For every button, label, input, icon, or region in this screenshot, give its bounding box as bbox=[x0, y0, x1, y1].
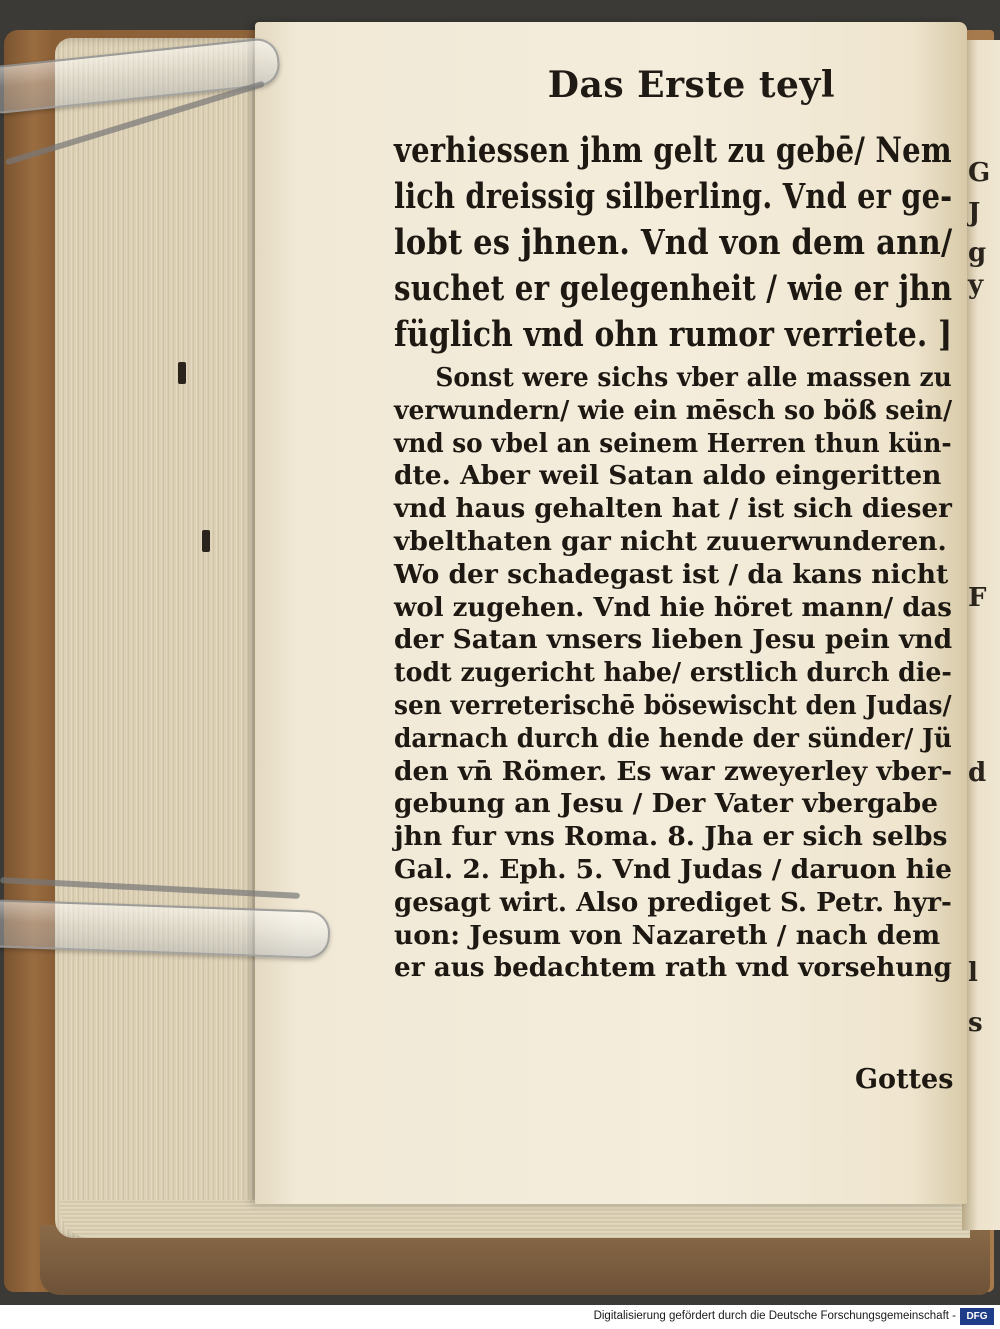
text-line: gesagt wirt. Also prediget S. Petr. hyr- bbox=[394, 886, 952, 918]
catchword: Gottes bbox=[855, 1064, 954, 1095]
text-line: füglich vnd ohn rumor verriete. ] bbox=[394, 314, 953, 355]
text-line: den vn̄ Römer. Es war zweyerley vber- bbox=[394, 755, 953, 787]
facing-page-fragment: d bbox=[968, 758, 987, 788]
page-text bbox=[394, 128, 954, 985]
facing-page-fragment: g bbox=[968, 238, 987, 268]
facing-page-fragment: J bbox=[968, 198, 981, 228]
text-line: wol zugehen. Vnd hie höret mann/ das bbox=[394, 591, 952, 623]
facing-page-fragment: y bbox=[968, 270, 984, 300]
running-head: Das Erste teyl bbox=[547, 64, 835, 106]
facing-page-fragment: l bbox=[968, 958, 978, 988]
page-edge-mark bbox=[202, 530, 210, 552]
text-line: der Satan vnsers lieben Jesu pein vnd bbox=[394, 624, 953, 656]
text-line: lich dreissig silberling. Vnd er ge- bbox=[394, 176, 953, 217]
facing-page-fragment: G bbox=[968, 158, 991, 188]
text-line: todt zugericht habe/ erstlich durch die- bbox=[394, 657, 952, 689]
text-line: Sonst were sichs vber alle massen zu bbox=[435, 362, 952, 393]
text-line: er aus bedachtem rath vnd vorsehung bbox=[394, 952, 952, 984]
text-line: Gal. 2. Eph. 5. Vnd Judas / daruon hie bbox=[394, 853, 952, 885]
facing-page-fragment: F bbox=[968, 583, 987, 613]
text-line: gebung an Jesu / Der Vater vbergabe bbox=[394, 788, 939, 820]
text-line: dte. Aber weil Satan aldo eingeritten bbox=[394, 460, 942, 492]
page-block-edges bbox=[55, 38, 265, 1238]
footer-bar bbox=[0, 1305, 1000, 1329]
text-line: sen verreterischē bösewischt den Judas/ bbox=[394, 689, 952, 721]
facing-page-fragment: s bbox=[968, 1008, 983, 1038]
text-line: lobt es jhnen. Vnd von dem ann/ bbox=[394, 222, 953, 263]
text-line: jhn fur vns Roma. 8. Jha er sich selbs bbox=[394, 821, 948, 853]
dfg-logo: DFG bbox=[960, 1308, 994, 1325]
text-line: vbelthaten gar nicht zuuerwunderen. bbox=[394, 525, 947, 557]
page-edge-mark bbox=[178, 362, 186, 384]
text-line: suchet er gelegenheit / wie er jhn bbox=[394, 268, 953, 309]
text-line: verhiessen jhm gelt zu gebē/ Nem bbox=[394, 130, 952, 171]
text-line: uon: Jesum von Nazareth / nach dem bbox=[394, 919, 941, 951]
funding-credit: Digitalisierung gefördert durch die Deutsche Forschungsgemeinschaft - bbox=[593, 1310, 956, 1322]
text-line: vnd haus gehalten hat / ist sich dieser bbox=[394, 493, 952, 525]
text-line: verwundern/ wie ein mēsch so böß sein/ bbox=[394, 394, 953, 426]
text-line: Wo der schadegast ist / da kans nicht bbox=[394, 558, 949, 590]
text-line: vnd so vbel an seinem Herren thun kün- bbox=[394, 427, 952, 459]
page-bottom-edges bbox=[60, 1200, 970, 1238]
text-line: darnach durch die hende der sünder/ Jü bbox=[394, 722, 952, 754]
